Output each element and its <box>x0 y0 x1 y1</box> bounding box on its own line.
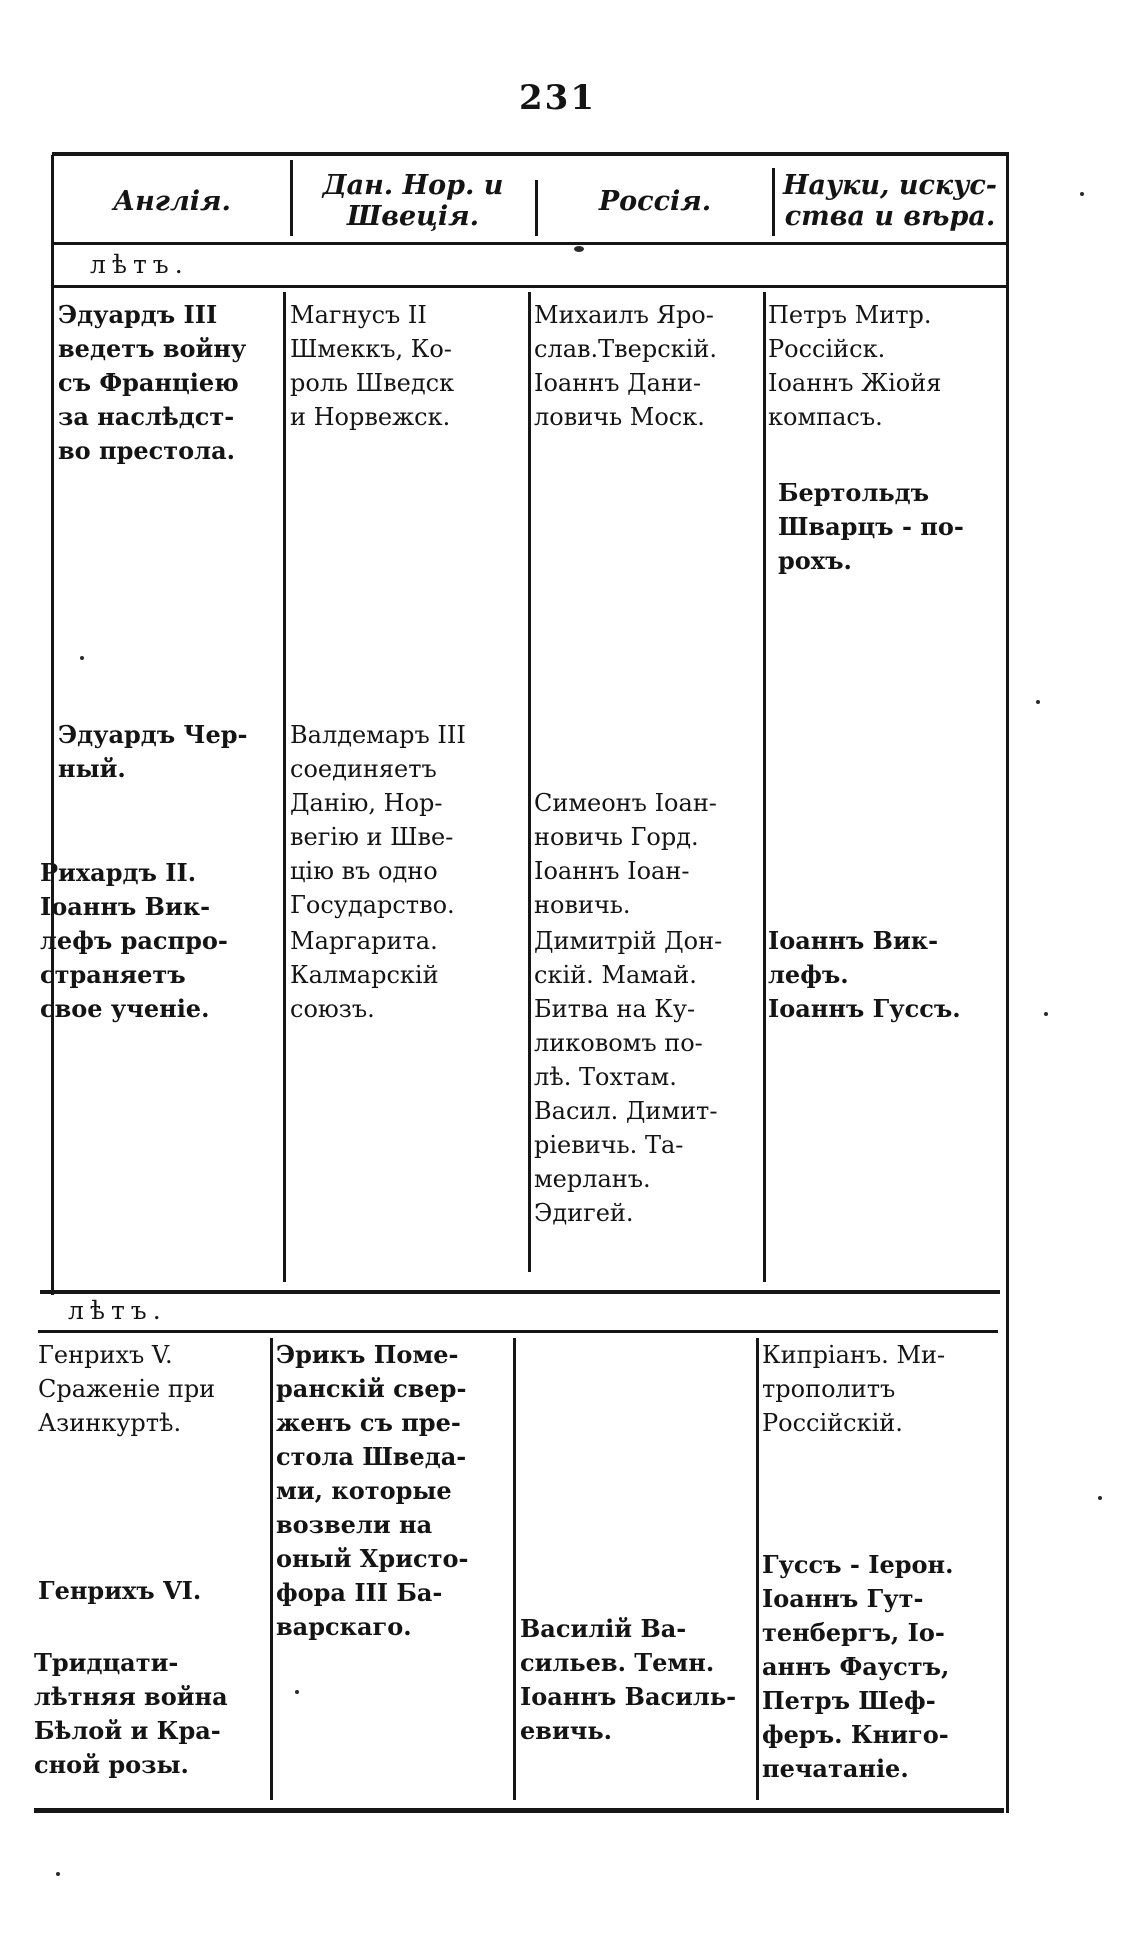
section2-label-rule <box>38 1330 998 1333</box>
s1-england-entry: Рихардъ II. <box>40 858 197 887</box>
table-bottom-rule <box>34 1808 1004 1813</box>
header-england: Англія. <box>113 185 231 217</box>
header-sciences: Науки, искус- ства и вѣра. <box>783 170 997 232</box>
s2-england-entry: Генрихъ VI. <box>38 1576 202 1605</box>
ink-speck <box>1044 1012 1048 1016</box>
ink-speck <box>1098 1496 1102 1500</box>
s2-england-entry: Тридцати- лѣтняя война Бѣлой и Кра- сной розы. <box>34 1648 228 1779</box>
table-top-rule <box>52 152 1009 156</box>
table-right-rule <box>1006 155 1009 1813</box>
s2-sep-3 <box>756 1338 759 1800</box>
s1-scandinavia-entry: Магнусъ II Шмеккъ, Ко- роль Шведск и Норвежск. <box>290 301 455 431</box>
s1-england-entry: Іоаннъ Вик- лефъ распро- страняетъ свое ученіе. <box>40 892 228 1023</box>
ink-speck <box>1036 700 1040 704</box>
s1-sciences-entry: Іоаннъ Вик- лефъ. <box>768 926 939 989</box>
s1-sciences-entry: Іоаннъ Гуссъ. <box>768 994 961 1023</box>
section1-period-label: лѣтъ. <box>90 250 189 279</box>
header-sep-2 <box>535 180 538 236</box>
s2-sep-2 <box>513 1338 516 1800</box>
header-russia: Россія. <box>598 185 712 217</box>
ink-speck <box>56 1872 60 1876</box>
s2-scandinavia-entry: Эрикъ Поме- ранскій свер- женъ съ пре- стола Шведа- ми, которые возвели на оный Христо- фора III Ба- варскаго. <box>276 1340 469 1641</box>
s1-sciences-entry: Петръ Митр. Россійск. Іоаннъ Жіойя компасъ. <box>768 301 942 431</box>
s1-scandinavia-entry: Маргарита. Калмарскій союзъ. <box>290 927 439 1023</box>
header-bottom-rule <box>52 242 1009 245</box>
s1-sep-2 <box>528 292 531 1272</box>
s1-sep-1 <box>283 292 286 1282</box>
s1-russia-entry: Димитрій Дон- скій. Мамай. Битва на Ку- ликовомъ по- лѣ. Тохтам. Васил. Димит- ріевичь. Та- мерланъ. Эдигей. <box>534 927 723 1227</box>
section-divider-rule <box>40 1290 1000 1294</box>
s2-russia-entry: Василій Ва- сильев. Темн. Іоаннъ Василь- евичь. <box>520 1614 737 1745</box>
section1-label-rule <box>52 285 1007 288</box>
page-number: 231 <box>519 78 596 118</box>
s2-sciences-entry: Кипріанъ. Ми- трополитъ Россійскій. <box>762 1341 946 1437</box>
s1-england-entry: Эдуардъ III ведетъ войну съ Франціею за наслѣдст- во престола. <box>58 300 247 465</box>
table-left-rule <box>51 155 54 1295</box>
header-scandinavia: Дан. Нор. и Швеція. <box>322 170 504 232</box>
s1-russia-entry: Симеонъ Іоан- новичь Горд. Іоаннъ Іоан- новичь. <box>534 789 717 919</box>
s1-england-entry: Эдуардъ Чер- ный. <box>58 720 248 783</box>
ink-speck <box>295 1690 299 1694</box>
s1-sciences-entry: Бертольдъ Шварцъ - по- рохъ. <box>778 478 964 575</box>
s1-russia-entry: Михаилъ Яро- слав.Тверскій. Іоаннъ Дани- ловичь Моск. <box>534 301 717 431</box>
header-sep-1 <box>290 160 293 236</box>
s1-sep-3 <box>763 292 766 1282</box>
s1-scandinavia-entry: Валдемаръ III соединяетъ Данію, Нор- вегію и Шве- цію въ одно Государство. <box>290 721 466 919</box>
ink-speck <box>1080 192 1084 196</box>
header-sep-3 <box>772 168 775 236</box>
ink-speck <box>80 656 84 660</box>
s2-sciences-entry: Гуссъ - Іерон. Іоаннъ Гут- тенбергъ, Іо- аннъ Фаустъ, Петръ Шеф- феръ. Книго- печатаніе. <box>762 1550 954 1783</box>
s2-sep-1 <box>270 1338 273 1800</box>
section2-period-label: лѣтъ. <box>68 1296 167 1325</box>
s2-england-entry: Генрихъ V. Сраженіе при Азинкуртѣ. <box>38 1341 216 1437</box>
ink-speck <box>574 246 584 252</box>
